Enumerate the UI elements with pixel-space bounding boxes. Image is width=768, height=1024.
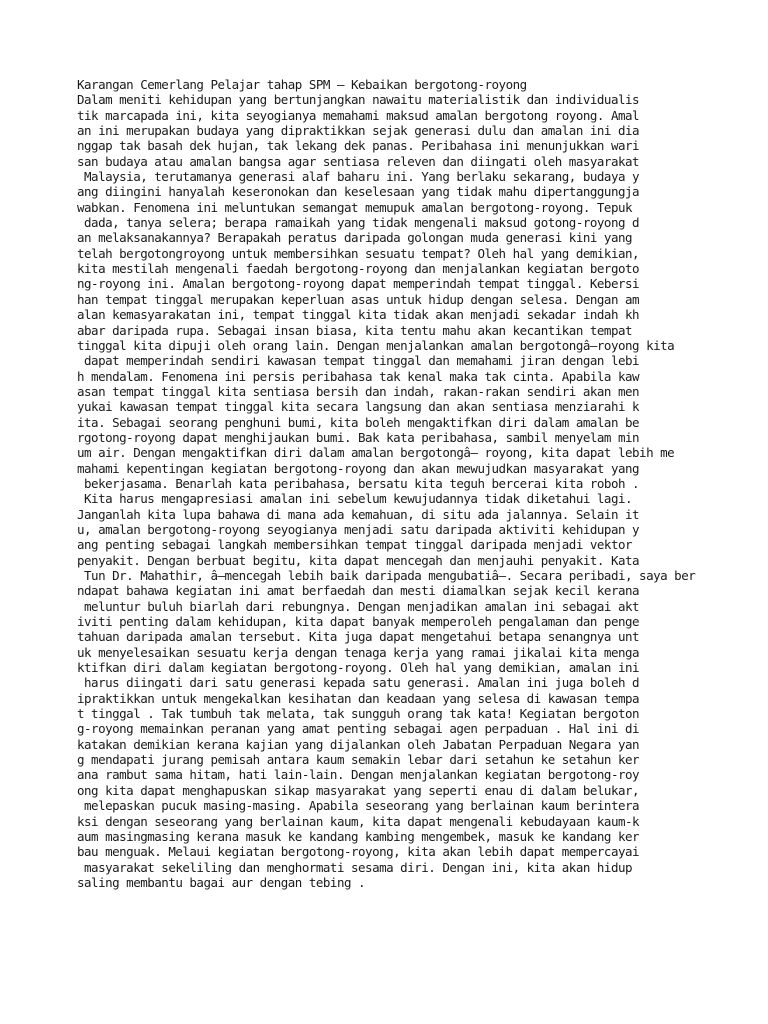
text-line: ksi dengan seseorang yang berlainan kaum, kita dapat mengenali kebudayaan kaum-k <box>77 813 640 829</box>
text-line: um air. Dengan mengaktifkan diri dalam amalan bergotongâ– royong, kita dapat lebih me <box>77 445 675 461</box>
text-line: han tempat tinggal merupakan keperluan asas untuk hidup dengan selesa. Dengan am <box>77 291 640 307</box>
text-line: an ini merupakan budaya yang dipraktikkan sejak generasi dulu dan amalan ini dia <box>77 123 640 139</box>
text-line: g-royong memainkan peranan yang amat penting sebagai agen perpaduan . Hal ini di <box>77 721 640 737</box>
text-line: katakan demikian kerana kajian yang dijalankan oleh Jabatan Perpaduan Negara yan <box>77 736 640 752</box>
text-line: asan tempat tinggal kita sentiasa bersih dan indah, rakan-rakan sendiri akan men <box>77 383 640 399</box>
text-line: dada, tanya selera; berapa ramaikah yang tidak mengenali maksud gotong-royong d <box>77 215 640 231</box>
text-line: h mendalam. Fenomena ini persis peribahasa tak kenal maka tak cinta. Apabila kaw <box>77 368 640 384</box>
text-line: ndapat bahawa kegiatan ini amat berfaedah dan mesti diamalkan sejak kecil kerana <box>77 583 640 599</box>
text-line: ana rambut sama hitam, hati lain-lain. Dengan menjalankan kegiatan bergotong-roy <box>77 767 640 783</box>
text-line: Janganlah kita lupa bahawa di mana ada kemahuan, di situ ada jalannya. Selain it <box>77 506 640 522</box>
text-line: tik marcapada ini, kita seyogianya memahami maksud amalan bergotong royong. Amal <box>77 107 640 123</box>
text-line: kita mestilah mengenali faedah bergotong-royong dan menjalankan kegiatan bergoto <box>77 261 640 277</box>
text-line: tinggal kita dipuji oleh orang lain. Dengan menjalankan amalan bergotongâ–royong kita <box>77 337 675 353</box>
text-line: an melaksanakannya? Berapakah peratus daripada golongan muda generasi kini yang <box>77 230 633 246</box>
text-line: t tinggal . Tak tumbuh tak melata, tak sungguh orang tak kata! Kegiatan bergoton <box>77 706 640 722</box>
text-line: harus diingati dari satu generasi kepada satu generasi. Amalan ini juga boleh d <box>77 675 640 691</box>
text-line: Malaysia, terutamanya generasi alaf baharu ini. Yang berlaku sekarang, budaya y <box>77 169 640 185</box>
text-line: meluntur buluh biarlah dari rebungnya. Dengan menjadikan amalan ini sebagai akt <box>77 598 640 614</box>
text-line: saling membantu bagai aur dengan tebing . <box>77 874 366 890</box>
text-line: ang penting sebagai langkah membersihkan tempat tinggal daripada menjadi vektor <box>77 537 633 553</box>
text-line: ng-royong ini. Amalan bergotong-royong dapat memperindah tempat tinggal. Kebersi <box>77 276 640 292</box>
text-line: masyarakat sekeliling dan menghormati sesama diri. Dengan ini, kita akan hidup <box>77 859 633 875</box>
text-line: iviti penting dalam kehidupan, kita dapat banyak memperoleh pengalaman dan penge <box>77 614 640 630</box>
document-body <box>77 77 768 890</box>
text-line: g mendapati jurang pemisah antara kaum semakin lebar dari setahun ke setahun ker <box>77 752 640 768</box>
text-line: san budaya atau amalan bangsa agar sentiasa releven dan diingati oleh masyarakat <box>77 153 640 169</box>
text-line: mahami kepentingan kegiatan bergotong-royong dan akan mewujudkan masyarakat yang <box>77 460 640 476</box>
text-line: ang diingini hanyalah keseronokan dan keselesaan yang tidak mahu dipertanggungja <box>77 184 640 200</box>
text-line: alan kemasyarakatan ini, tempat tinggal kita tidak akan menjadi sekadar indah kh <box>77 307 640 323</box>
text-line: u, amalan bergotong-royong seyogianya menjadi satu daripada aktiviti kehidupan y <box>77 521 640 537</box>
text-line: ktifkan diri dalam kegiatan bergotong-royong. Oleh hal yang demikian, amalan ini <box>77 660 640 676</box>
text-line: ipraktikkan untuk mengekalkan kesihatan dan keadaan yang selesa di kawasan tempa <box>77 690 640 706</box>
text-line: Tun Dr. Mahathir, â–mencegah lebih baik daripada mengubatiâ–. Secara peribadi, saya ber <box>77 568 696 583</box>
text-line: Dalam meniti kehidupan yang bertunjangkan nawaitu materialistik dan individualis <box>77 92 640 108</box>
document-title: Karangan Cemerlang Pelajar tahap SPM – Kebaikan bergotong-royong <box>77 77 527 92</box>
text-line: aum masingmasing kerana masuk ke kandang kambing mengembek, masuk ke kandang ker <box>77 828 640 844</box>
text-line: bau menguak. Melaui kegiatan bergotong-royong, kita akan lebih dapat mempercayai <box>77 844 640 860</box>
text-line: uk menyelesaikan sesuatu kerja dengan tenaga kerja yang ramai jikalai kita menga <box>77 644 640 660</box>
text-line: bekerjasama. Benarlah kata peribahasa, bersatu kita teguh bercerai kita roboh . <box>77 475 640 491</box>
text-line: penyakit. Dengan berbuat begitu, kita dapat mencegah dan menjauhi penyakit. Kata <box>77 552 640 568</box>
text-line: ong kita dapat menghapuskan sikap masyarakat yang seperti enau di dalam belukar, <box>77 782 640 798</box>
text-line: dapat memperindah sendiri kawasan tempat tinggal dan memahami jiran dengan lebi <box>77 353 640 369</box>
text-line: yukai kawasan tempat tinggal kita secara langsung dan akan sentiasa menziarahi k <box>77 399 640 415</box>
text-line: rgotong-royong dapat menghijaukan bumi. Bak kata peribahasa, sambil menyelam min <box>77 429 640 445</box>
text-line: Kita harus mengapresiasi amalan ini sebelum kewujudannya tidak diketahui lagi. <box>77 491 633 507</box>
text-line: ita. Sebagai seorang penghuni bumi, kita boleh mengaktifkan diri dalam amalan be <box>77 414 640 430</box>
text-line: melepaskan pucuk masing-masing. Apabila seseorang yang berlainan kaum berintera <box>77 798 640 814</box>
text-line: telah bergotongroyong untuk membersihkan sesuatu tempat? Oleh hal yang demikian, <box>77 245 640 261</box>
text-line: tahuan daripada amalan tersebut. Kita juga dapat mengetahui betapa senangnya unt <box>77 629 640 645</box>
text-line: abar daripada rupa. Sebagai insan biasa, kita tentu mahu akan kecantikan tempat <box>77 322 633 338</box>
text-line: wabkan. Fenomena ini meluntukan semangat memupuk amalan bergotong-royong. Tepuk <box>77 199 633 215</box>
text-line: nggap tak basah dek hujan, tak lekang dek panas. Peribahasa ini menunjukkan wari <box>77 138 640 154</box>
